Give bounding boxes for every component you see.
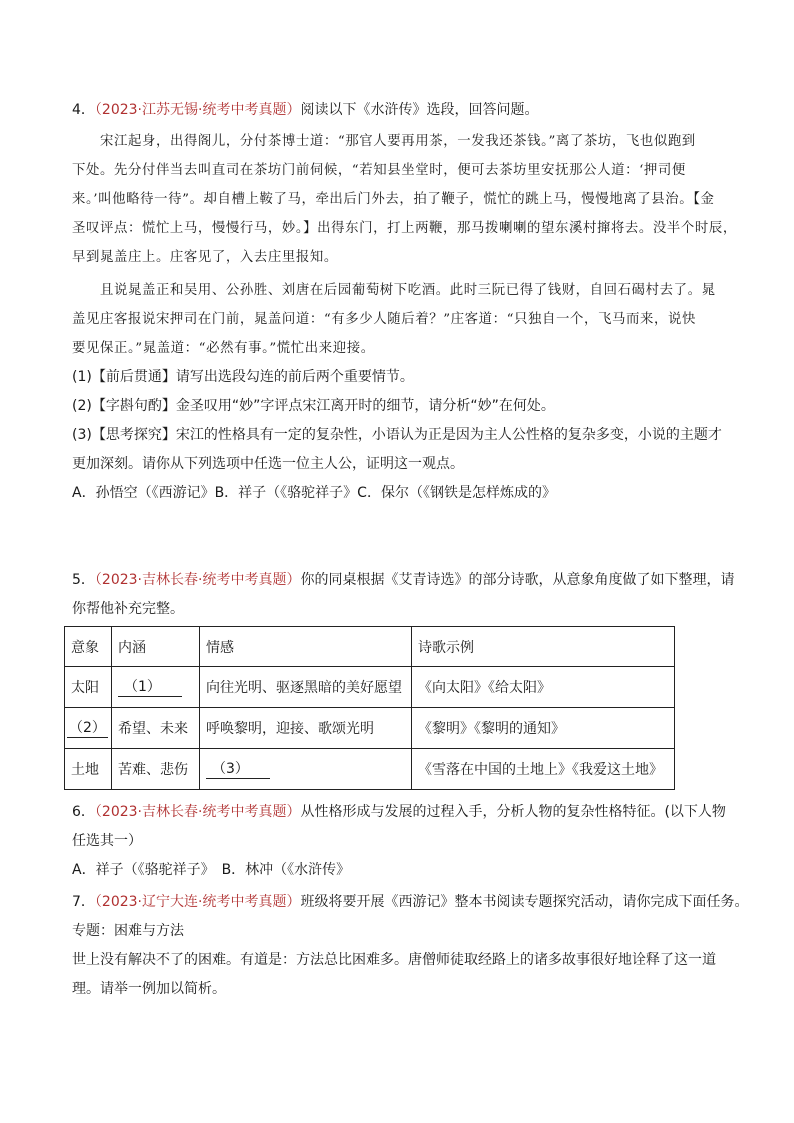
passage-line: 且说晁盖正和吴用、公孙胜、刘唐在后园葡萄树下吃酒。此时三阮已得了钱财，自回石碣村去了。晁 (100, 283, 716, 298)
table-header: 意象 (65, 627, 112, 667)
q6-source: （2023·吉林长春·统考中考真题） (94, 804, 301, 820)
passage-line: 宋江起身，出得阁儿，分付茶博士道：“那官人要再用茶，一发我还茶钱。”离了茶坊，飞也似跑到 (100, 134, 696, 149)
table-header: 内涵 (112, 627, 200, 667)
q6-options: A．祥子（《骆驼祥子》 B．林冲（《水浒传》 (72, 862, 351, 878)
question-7 (72, 888, 749, 1004)
q4-prompt: 阅读以下《水浒传》选段，回答问题。 (300, 102, 539, 118)
table-cell: 《向太阳》《给太阳》 (412, 667, 675, 708)
passage-line: 圣叹评点：慌忙上马，慢慢行马，妙。】出得东门，打上两鞭，那马拨喇喇的望东溪村撺将去。没半个时辰， (72, 221, 737, 236)
q4-heading (72, 96, 730, 125)
q6-prompt-cont: 任选其一） (72, 833, 142, 849)
q7-number: 7． (72, 894, 95, 910)
q4-item-3 (72, 421, 730, 450)
q7-source: （2023·辽宁大连·统考中考真题） (94, 894, 301, 910)
q7-heading (72, 888, 749, 917)
table-cell: 向往光明、驱逐黑暗的美好愿望 (200, 667, 412, 708)
item-tag: 【字斟句酌】 (91, 398, 176, 414)
question-5 (72, 566, 735, 624)
table-row (65, 708, 675, 749)
table-cell: 太阳 (65, 667, 112, 708)
answer-blank[interactable]: （2） (69, 719, 106, 736)
q7-body: 世上没有解决不了的困难。有道是：方法总比困难多。唐僧师徒取经路上的诸多故事很好地诠释了这一道 (72, 952, 716, 968)
table-header: 诗歌示例 (412, 627, 675, 667)
q7-prompt: 班级将要开展《西游记》整本书阅读专题探究活动，请你完成下面任务。 (300, 894, 749, 910)
q4-item-3-cont: 更加深刻。请你从下列选项中任选一位主人公，证明这一观点。 (72, 456, 464, 472)
item-number: (3) (72, 427, 92, 443)
item-text: 宋江的性格具有一定的复杂性，小语认为正是因为主人公性格的复杂多变，小说的主题才 (175, 427, 722, 443)
item-text: 金圣叹用“妙”字评点宋江离开时的细节，请分析“妙”在何处。 (175, 398, 555, 414)
table-cell: 希望、未来 (112, 708, 200, 749)
item-text: 请写出选段勾连的前后两个重要情节。 (175, 369, 414, 385)
table-cell: 《雪落在中国的土地上》《我爱这土地》 (412, 749, 675, 790)
passage-line: 来。’叫他略待一待”。却自槽上鞍了马，牵出后门外去，拍了鞭子，慌忙的跳上马，慢慢地离了县治。【金 (72, 192, 715, 207)
passage-line: 盖见庄客报说宋押司在门前，晁盖问道：“有多少人随后着？”庄客道：“只独自一个，飞马而来，说快 (72, 312, 696, 327)
table-cell: 呼唤黎明，迎接、歌颂光明 (200, 708, 412, 749)
passage-line: 早到晁盖庄上。庄客见了，入去庄里报知。 (72, 250, 338, 265)
q7-body-cont: 理。请举一例加以简析。 (72, 981, 226, 997)
q5-prompt: 你的同桌根据《艾青诗选》的部分诗歌，从意象角度做了如下整理，请 (300, 572, 735, 588)
question-6 (72, 798, 730, 885)
q6-prompt: 从性格形成与发展的过程入手，分析人物的复杂性格特征。(以下人物 (300, 804, 726, 820)
answer-blank[interactable]: （1） (118, 678, 182, 697)
table-row (65, 667, 675, 708)
q7-topic: 专题：困难与方法 (72, 923, 184, 939)
item-tag: 【思考探究】 (91, 427, 176, 443)
table-cell-blank-3 (200, 749, 412, 790)
table-header-row (65, 627, 675, 667)
table-row (65, 749, 675, 790)
q6-heading (72, 798, 730, 827)
table-cell: 苦难、悲伤 (112, 749, 200, 790)
passage-line: 要见保正。”晁盖道：“必然有事。”慌忙出来迎接。 (72, 341, 375, 356)
q4-source: （2023·江苏无锡·统考中考真题） (94, 102, 301, 118)
q4-number: 4． (72, 102, 95, 118)
item-tag: 【前后贯通】 (91, 369, 176, 385)
table-header: 情感 (200, 627, 412, 667)
table-cell-blank-1 (112, 667, 200, 708)
q5-source: （2023·吉林长春·统考中考真题） (94, 572, 301, 588)
q6-number: 6． (72, 804, 95, 820)
q5-heading (72, 566, 735, 595)
item-number: (2) (72, 398, 92, 414)
table-cell-blank-2 (65, 708, 112, 749)
item-number: (1) (72, 369, 92, 385)
table-cell: 土地 (65, 749, 112, 790)
q5-number: 5． (72, 572, 95, 588)
passage-line: 下处。先分付伴当去叫直司在茶坊门前伺候，“若知县坐堂时，便可去茶坊里安抚那公人道：‘押司便 (72, 163, 686, 178)
question-4 (72, 96, 737, 508)
q4-options: A．孙悟空（《西游记》B．祥子（《骆驼祥子》C．保尔（《钢铁是怎样炼成的》 (72, 485, 556, 501)
answer-blank[interactable]: （3） (206, 760, 270, 779)
q4-item-2 (72, 392, 730, 421)
q4-item-1 (72, 363, 730, 392)
imagery-table (64, 626, 675, 790)
q5-prompt-cont: 你帮他补充完整。 (72, 601, 184, 617)
table-cell: 《黎明》《黎明的通知》 (412, 708, 675, 749)
